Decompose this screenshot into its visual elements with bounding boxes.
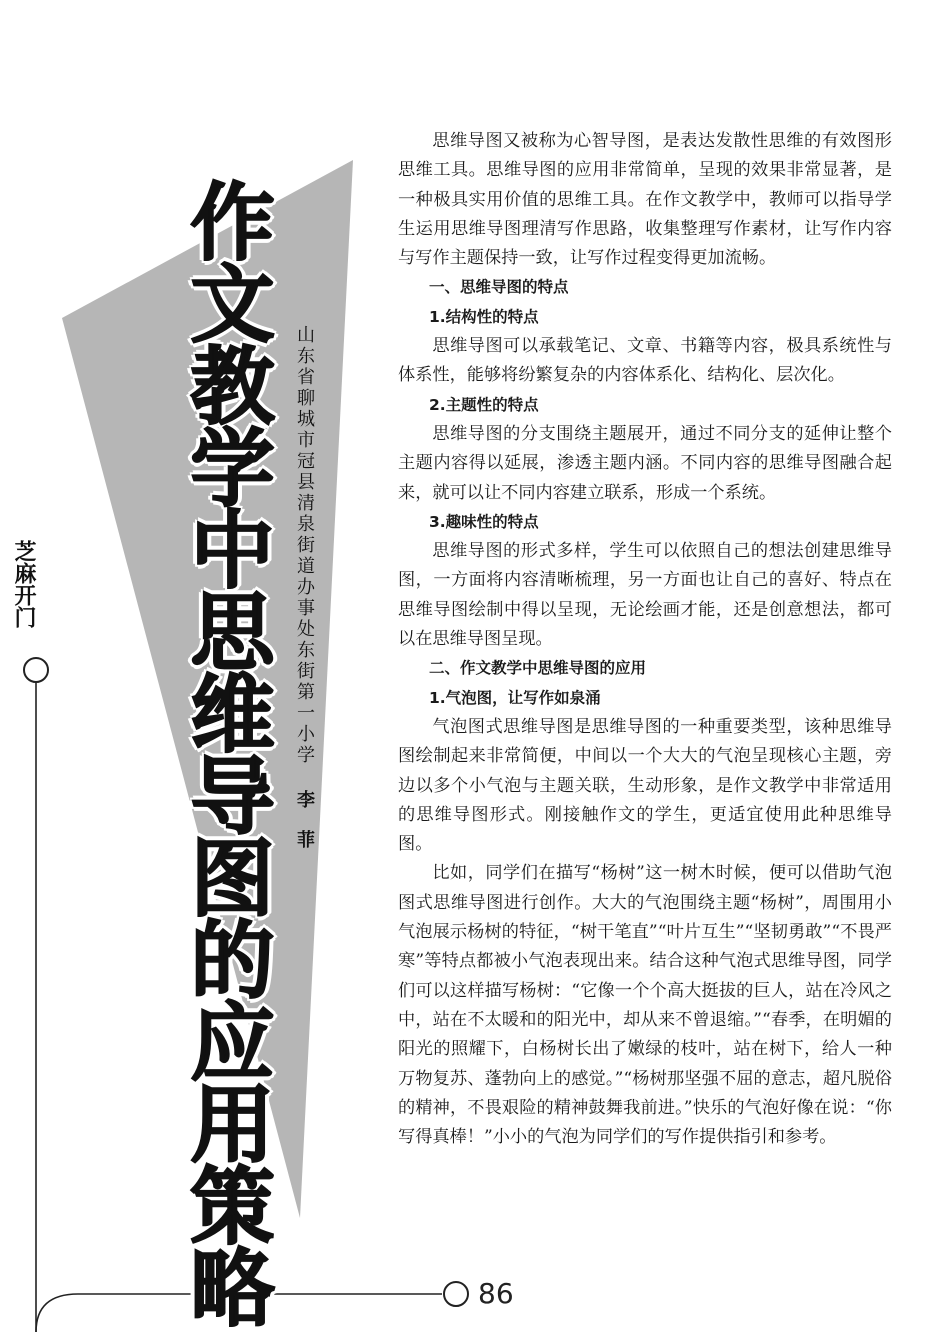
paragraph-1-3: 思维导图的形式多样，学生可以依照自己的想法创建思维导图，一方面将内容清晰梳理，另一方面也让自己的喜好、特点在思维导图绘制中得以呈现，无论绘画才能，还是创意想法，都可以在思维导图呈现。 bbox=[398, 541, 892, 650]
subheading-1-1: 1.结构性的特点 bbox=[429, 307, 539, 326]
page-number-circle-icon bbox=[444, 1282, 468, 1306]
paragraph-2-1: 气泡图式思维导图是思维导图的一种重要类型，该种思维导图绘制起来非常简便，中间以一个大大的气泡呈现核心主题，旁边以多个小气泡与主题关联，生动形象，是作文教学中非常适用的思维导图形式。刚接触作文的学生，更适宜使用此种思维导图。 bbox=[398, 716, 892, 855]
section-label: 芝麻开门 bbox=[11, 540, 36, 628]
paragraph-1-2: 思维导图的分支围绕主题展开，通过不同分支的延伸让整个主题内容得以延展，渗透主题内涵。不同内容的思维导图融合起来，就可以让不同内容建立联系，形成一个系统。 bbox=[398, 423, 892, 503]
section-heading-2: 二、作文教学中思维导图的应用 bbox=[429, 659, 647, 678]
intro-paragraph: 思维导图又被称为心智导图，是表达发散性思维的有效图形思维工具。思维导图的应用非常简单，呈现的效果非常显著，是一种极具实用价值的思维工具。在作文教学中，教师可以指导学生运用思维导图理清写作思路，收集整理写作素材，让写作内容与写作主题保持一致，让写作过程变得更加流畅。 bbox=[398, 131, 892, 269]
paragraph-1-1: 思维导图可以承载笔记、文章、书籍等内容，极具系统性与体系性，能够将纷繁复杂的内容体系化、结构化、层次化。 bbox=[398, 336, 892, 386]
section-heading-1: 一、思维导图的特点 bbox=[429, 278, 569, 297]
page-number: 86 bbox=[478, 1277, 514, 1310]
article-body bbox=[398, 127, 892, 1152]
subheading-2-1: 1.气泡图，让写作如泉涌 bbox=[429, 688, 601, 707]
subheading-1-3: 3.趣味性的特点 bbox=[429, 512, 539, 531]
article-title: 作文教学中思维导图的应用策略 bbox=[177, 178, 275, 1326]
author-name: 李菲 bbox=[294, 790, 315, 870]
subheading-1-2: 2.主题性的特点 bbox=[429, 395, 539, 414]
author-affiliation: 山东省聊城市冠县清泉街道办事处东街第一小学 bbox=[294, 325, 315, 766]
byline bbox=[283, 325, 319, 870]
rule-circle-icon bbox=[24, 658, 48, 682]
paragraph-2-2: 比如，同学们在描写“杨树”这一树木时候，便可以借助气泡图式思维导图进行创作。大大的气泡围绕主题“杨树”，周围用小气泡展示杨树的特征，“树干笔直”“叶片互生”“坚韧勇敢”“不畏严寒”等特点都被小气泡表现出来。结合这种气泡式思维导图，同学们可以这样描写杨树：“它像一个个高大挺拔的巨人，站在冷风之中，站在不太暖和的阳光中，却从来不曾退缩。”“春季，在明媚的阳光的照耀下，白杨树长出了嫩绿的枝叶，站在树下，给人一种万物复苏、蓬勃向上的感觉。”“杨树那坚强不屈的意志，超凡脱俗的精神，不畏艰险的精神鼓舞我前进。”快乐的气泡好像在说：“你写得真棒！”小小的气泡为同学们的写作提供指引和参考。 bbox=[398, 863, 892, 1148]
